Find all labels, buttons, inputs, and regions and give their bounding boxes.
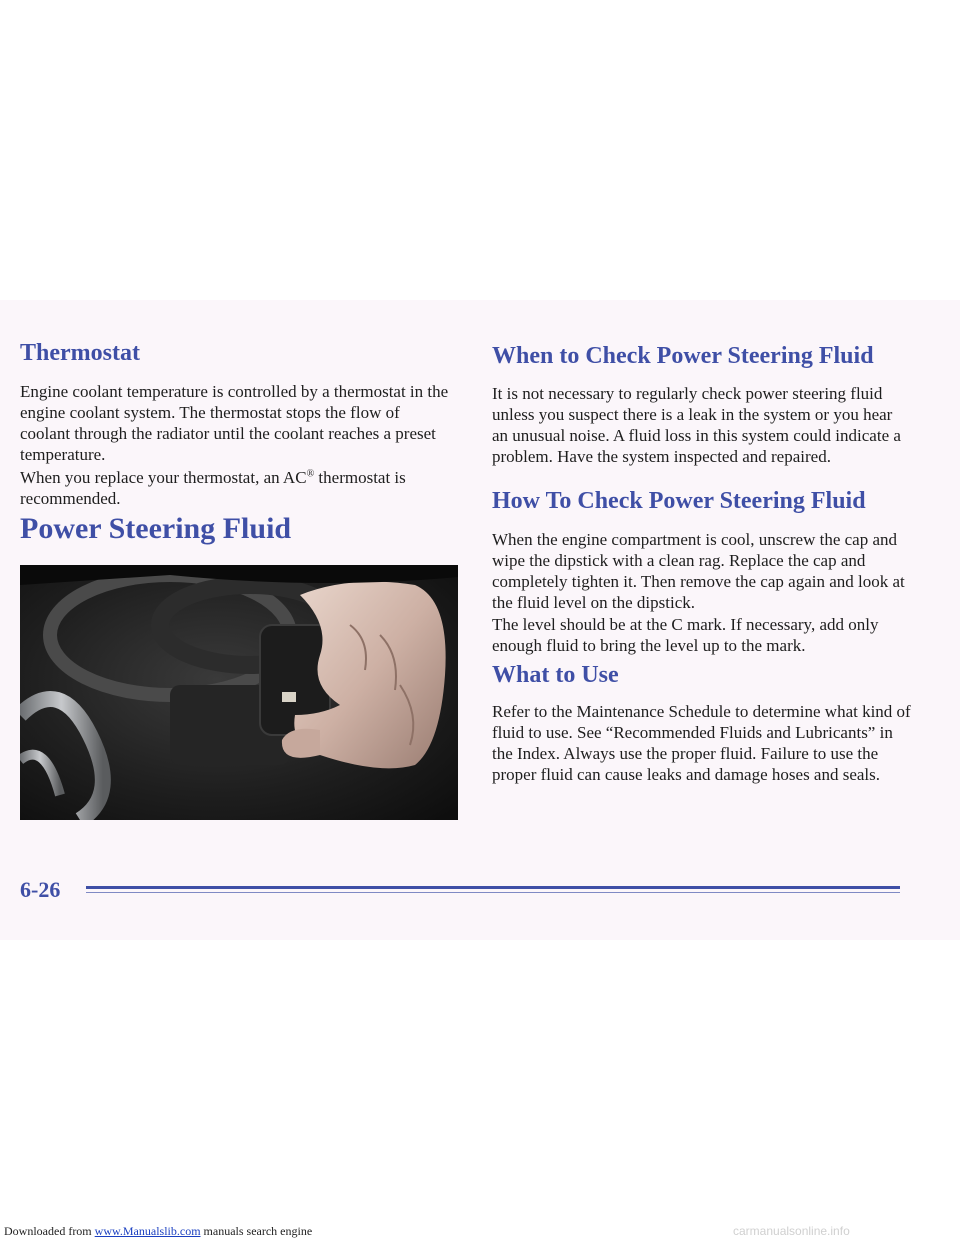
download-prefix: Downloaded from <box>4 1224 95 1238</box>
download-credit <box>4 1224 312 1239</box>
heading-thermostat: Thermostat <box>20 340 140 366</box>
thermostat-paragraph-1: Engine coolant temperature is controlled by a thermostat in the engine coolant system. The thermostat stops the flow of coolant through the radiator until the coolant reaches a preset temperature. <box>20 382 449 464</box>
footer-rule <box>86 886 900 889</box>
power-steering-cap-photo <box>20 565 458 820</box>
manualslib-link[interactable]: www.Manualslib.com <box>94 1224 201 1238</box>
footer-rule-thin <box>86 892 900 893</box>
watermark: carmanualsonline.info <box>733 1224 850 1238</box>
when-to-check-paragraph: It is not necessary to regularly check power steering fluid unless you suspect there is a leak in the system or you hear an unusual noise. A fluid loss in this system could indicate a problem. Have the system inspected and repaired. <box>492 384 901 466</box>
thermostat-paragraph-2 <box>20 467 450 509</box>
thermostat-p2-end: thermostat is recommended. <box>20 468 406 508</box>
how-to-check-paragraph-1: When the engine compartment is cool, unscrew the cap and wipe the dipstick with a clean rag. Replace the cap and completely tighten it. Then remove the cap again and look at the fluid level on the dipstick. <box>492 530 905 612</box>
page-number: 6-26 <box>20 877 61 902</box>
heading-when-to-check: When to Check Power Steering Fluid <box>492 343 874 369</box>
how-to-check-paragraph-2: The level should be at the C mark. If necessary, add only enough fluid to bring the level up to the mark. <box>492 615 879 655</box>
what-to-use-paragraph: Refer to the Maintenance Schedule to determine what kind of fluid to use. See “Recommended Fluids and Lubricants” in the Index. Always use the proper fluid. Failure to use the proper fluid can cause leaks and damage hoses and seals. <box>492 702 911 784</box>
manual-page <box>0 300 960 940</box>
heading-how-to-check: How To Check Power Steering Fluid <box>492 488 866 514</box>
download-suffix: manuals search engine <box>200 1224 313 1238</box>
thermostat-p2-start: When you replace your thermostat, an AC <box>20 468 307 487</box>
heading-power-steering-fluid: Power Steering Fluid <box>20 512 292 545</box>
heading-what-to-use: What to Use <box>492 662 619 688</box>
registered-mark: ® <box>306 468 315 480</box>
